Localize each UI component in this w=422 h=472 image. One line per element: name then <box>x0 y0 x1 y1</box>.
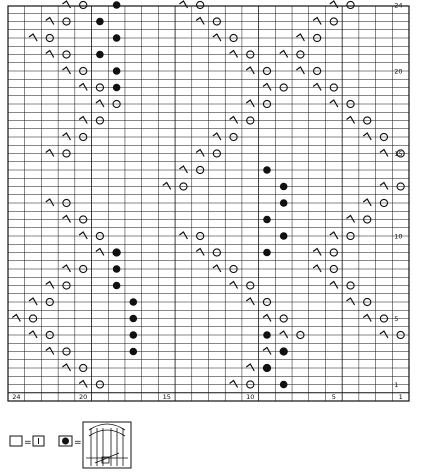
decrease-icon <box>29 34 37 41</box>
decrease-icon <box>230 282 238 289</box>
decrease-icon <box>46 150 54 157</box>
yarn-over-icon <box>197 1 204 8</box>
decrease-icon <box>196 150 204 157</box>
decrease-icon <box>380 331 388 338</box>
bead-icon <box>280 199 288 207</box>
decrease-icon <box>62 265 70 272</box>
col-number-label: 20 <box>79 393 88 401</box>
decrease-icon <box>46 199 54 206</box>
decrease-icon <box>363 133 371 140</box>
bead-icon <box>130 331 138 339</box>
col-number-label: 15 <box>162 393 171 401</box>
decrease-icon <box>62 67 70 74</box>
legend-bead-icon <box>62 438 69 445</box>
legend-empty-box-icon <box>10 436 22 446</box>
decrease-icon <box>230 51 238 58</box>
bead-icon <box>280 348 288 356</box>
decrease-icon <box>62 1 70 8</box>
decrease-icon <box>246 67 254 74</box>
bead-icon <box>113 67 121 75</box>
decrease-icon <box>96 249 104 256</box>
decrease-icon <box>330 232 338 239</box>
legend-bead-diagram-icon <box>83 422 131 468</box>
bead-icon <box>130 298 138 306</box>
decrease-icon <box>12 315 20 322</box>
decrease-icon <box>179 166 187 173</box>
chart-legend <box>10 422 131 468</box>
yarn-over-icon <box>347 1 354 8</box>
chart-labels <box>12 2 403 402</box>
decrease-icon <box>62 364 70 371</box>
bead-icon <box>96 51 104 59</box>
decrease-icon <box>230 381 238 388</box>
decrease-icon <box>46 18 54 25</box>
bead-icon <box>96 18 104 26</box>
decrease-icon <box>196 18 204 25</box>
decrease-icon <box>330 1 338 8</box>
decrease-icon <box>347 117 355 124</box>
bead-icon <box>280 232 288 240</box>
decrease-icon <box>313 18 321 25</box>
decrease-icon <box>263 315 271 322</box>
decrease-icon <box>330 100 338 107</box>
decrease-icon <box>213 34 221 41</box>
decrease-icon <box>347 298 355 305</box>
col-number-label: 24 <box>12 393 21 401</box>
decrease-icon <box>363 199 371 206</box>
col-number-label: 5 <box>331 393 336 401</box>
decrease-icon <box>179 1 187 8</box>
bead-icon <box>113 282 121 290</box>
decrease-icon <box>46 282 54 289</box>
decrease-icon <box>347 216 355 223</box>
decrease-icon <box>79 117 87 124</box>
decrease-icon <box>263 348 271 355</box>
bead-icon <box>130 348 138 356</box>
decrease-icon <box>380 150 388 157</box>
decrease-icon <box>163 183 171 190</box>
bead-icon <box>130 315 138 323</box>
decrease-icon <box>79 381 87 388</box>
bead-icon <box>263 216 271 224</box>
col-number-label: 10 <box>246 393 255 401</box>
decrease-icon <box>213 265 221 272</box>
decrease-icon <box>246 298 254 305</box>
decrease-icon <box>46 348 54 355</box>
decrease-icon <box>313 249 321 256</box>
decrease-icon <box>280 331 288 338</box>
decrease-icon <box>29 331 37 338</box>
bead-icon <box>263 249 271 257</box>
decrease-icon <box>280 51 288 58</box>
decrease-icon <box>313 265 321 272</box>
decrease-icon <box>380 183 388 190</box>
chart-grid <box>8 6 409 401</box>
decrease-icon <box>246 364 254 371</box>
decrease-icon <box>79 84 87 91</box>
decrease-icon <box>62 133 70 140</box>
legend-bead-equals: = <box>74 438 82 448</box>
row-number-label: 15 <box>394 150 403 158</box>
decrease-icon <box>230 117 238 124</box>
bead-icon <box>263 331 271 339</box>
bead-icon <box>280 381 288 389</box>
decrease-icon <box>96 100 104 107</box>
decrease-icon <box>313 84 321 91</box>
col-number-label: 1 <box>398 393 403 401</box>
decrease-icon <box>330 282 338 289</box>
row-number-label: 10 <box>394 232 403 241</box>
bead-icon <box>113 34 121 42</box>
bead-icon <box>113 84 121 92</box>
decrease-icon <box>263 84 271 91</box>
decrease-icon <box>29 298 37 305</box>
bead-icon <box>113 265 121 273</box>
yarn-over-icon <box>80 1 87 8</box>
bead-icon <box>113 1 121 9</box>
decrease-icon <box>196 249 204 256</box>
decrease-icon <box>46 51 54 58</box>
decrease-icon <box>296 34 304 41</box>
decrease-icon <box>179 232 187 239</box>
decrease-icon <box>246 100 254 107</box>
row-number-label: 5 <box>394 315 399 323</box>
decrease-icon <box>213 133 221 140</box>
bead-icon <box>113 249 121 257</box>
row-number-label: 20 <box>394 67 403 76</box>
decrease-icon <box>62 216 70 223</box>
bead-icon <box>280 183 288 191</box>
bead-icon <box>263 166 271 174</box>
decrease-icon <box>79 232 87 239</box>
row-number-label: 1 <box>394 381 399 389</box>
bead-icon <box>263 364 271 372</box>
decrease-icon <box>296 67 304 74</box>
row-number-label: 24 <box>394 1 403 10</box>
decrease-icon <box>363 315 371 322</box>
legend-empty-equals: = <box>24 438 32 448</box>
